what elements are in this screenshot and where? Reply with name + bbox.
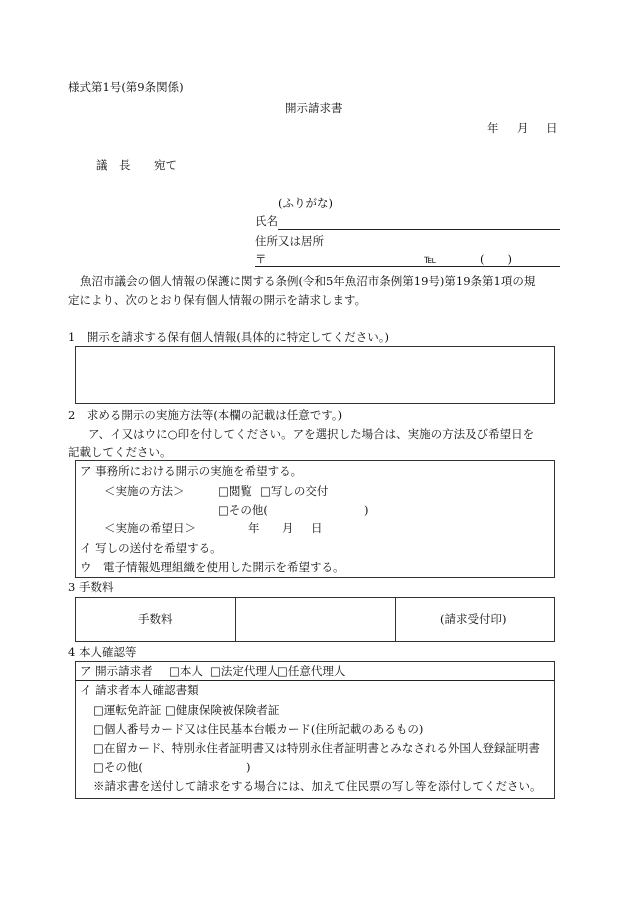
name-label: 氏名	[255, 214, 278, 228]
personal-info-field[interactable]	[75, 346, 555, 404]
form-number-label: 様式第1号(第9条関係)	[68, 80, 184, 94]
name-underline[interactable]	[278, 229, 560, 230]
preferred-date-year[interactable]: 年	[248, 521, 260, 535]
intro-line-1: 魚沼市議会の個人情報の保護に関する条例(令和5年魚沼市条例第19号)第19条第1項の規	[80, 274, 536, 288]
section1-heading: 1 開示を請求する保有個人情報(具体的に特定してください。)	[68, 330, 390, 344]
addressee-suffix: 宛て	[154, 158, 177, 172]
doc-license-insurance[interactable]: □運転免許証 □健康保険被保険者証	[93, 703, 280, 717]
method-other-close: )	[364, 503, 369, 517]
address-label: 住所又は居所	[255, 234, 324, 248]
doc-other-close: )	[246, 760, 251, 774]
fee-table-divider-2	[395, 597, 396, 642]
section2-note-1: ア、イ又はウに○印を付してください。アを選択した場合は、実施の方法及び希望日を	[88, 427, 535, 441]
doc-residence-card[interactable]: □在留カード、特別永住者証明書又は特別永住者証明書とみなされる外国人登録証明書	[93, 741, 540, 755]
mail-note: ※請求書を送付して請求をする場合には、加えて住民票の写し等を添付してください。	[93, 779, 542, 793]
section4-heading: 4 本人確認等	[68, 645, 137, 659]
receipt-stamp-label: (請求受付印)	[440, 612, 507, 626]
tel-paren: ( )	[480, 252, 512, 266]
option-c-electronic[interactable]: ウ 電子情報処理組織を使用した開示を希望する。	[80, 560, 345, 574]
address-underline[interactable]	[255, 266, 560, 267]
method-other-checkbox[interactable]: □その他(	[218, 503, 268, 517]
requester-legal-checkbox[interactable]: □法定代理人	[210, 664, 279, 678]
fee-table-divider-1	[235, 597, 236, 642]
postal-mark: 〒	[255, 252, 267, 266]
section2-note-2: 記載してください。	[68, 445, 172, 459]
phone-icon: ℡	[424, 252, 437, 266]
addressee-name: 議 長	[96, 158, 131, 172]
date-day-label: 日	[546, 121, 558, 135]
option-a-onsite[interactable]: ア 事務所における開示の実施を希望する。	[80, 464, 303, 478]
date-year-label: 年	[487, 121, 499, 135]
requester-type-label: ア 開示請求者	[80, 664, 153, 678]
intro-line-2: 定により、次のとおり保有個人情報の開示を請求します。	[68, 293, 367, 307]
method-label: ＜実施の方法＞	[104, 484, 185, 498]
preferred-date-label: ＜実施の希望日＞	[104, 521, 196, 535]
section2-heading: 2 求める開示の実施方法等(本欄の記載は任意です。)	[68, 408, 343, 422]
furigana-label: (ふりがな)	[278, 196, 333, 210]
option-b-mail[interactable]: イ 写しの送付を希望する。	[80, 541, 222, 555]
id-docs-label: イ 請求者本人確認書類	[80, 683, 199, 697]
requester-self-checkbox[interactable]: □本人	[169, 664, 203, 678]
preferred-date-day[interactable]: 日	[311, 521, 323, 535]
fee-label: 手数料	[138, 612, 173, 626]
preferred-date-month[interactable]: 月	[282, 521, 294, 535]
doc-mynumber-card[interactable]: □個人番号カード又は住民基本台帳カード(住所記載のあるもの)	[93, 722, 424, 736]
requester-agent-checkbox[interactable]: □任意代理人	[277, 664, 346, 678]
page-title: 開示請求書	[285, 101, 343, 115]
method-view-checkbox[interactable]: □閲覧	[218, 484, 252, 498]
method-copy-checkbox[interactable]: □写しの交付	[260, 484, 329, 498]
section3-heading: 3 手数料	[68, 580, 114, 594]
date-month-label: 月	[517, 121, 529, 135]
identity-row-divider	[75, 680, 555, 681]
doc-other-checkbox[interactable]: □その他(	[93, 760, 143, 774]
